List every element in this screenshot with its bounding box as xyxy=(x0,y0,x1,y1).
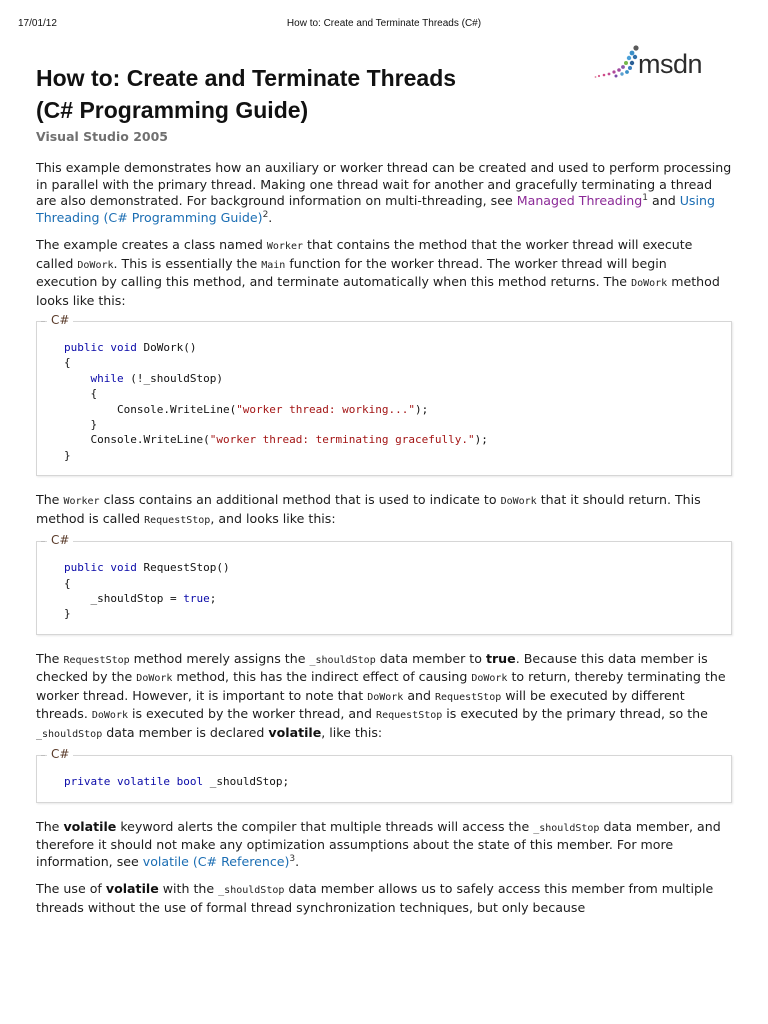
text: data member allows us to safely access this member from multiple threads without the use of formal thread synchronization techniques, but only because xyxy=(36,881,714,915)
code-text: DoWork() xyxy=(136,341,197,354)
code-string: "worker thread: working..." xyxy=(236,402,415,416)
text: is executed by the worker thread, and xyxy=(127,706,377,722)
bold-term: volatile xyxy=(105,881,159,897)
code-text: Console.WriteLine( xyxy=(64,433,210,447)
inline-code: _shouldStop xyxy=(309,654,376,666)
text: . Because this data member is checked by the xyxy=(36,650,708,685)
using-threading-link[interactable]: Using Threading (C# Programming Guide) xyxy=(36,193,715,225)
inline-code: RequestStop xyxy=(376,710,443,722)
code-text: ); xyxy=(474,433,488,447)
page-title-line2: (C# Programming Guide) xyxy=(36,97,309,123)
code-block-requeststop[interactable] xyxy=(36,533,732,635)
text: class contains an additional method that is used to indicate to xyxy=(99,492,501,508)
inline-code: Worker xyxy=(63,496,100,508)
code-keyword: while xyxy=(64,371,124,385)
inline-code: DoWork xyxy=(91,710,128,722)
code-language-label: C# xyxy=(47,313,73,327)
code-text: _shouldStop = xyxy=(64,592,184,606)
code-text: ; xyxy=(209,592,217,606)
code-text: _shouldStop; xyxy=(203,775,290,789)
worker-class-paragraph xyxy=(36,237,732,309)
intro-text: This example demonstrates how an auxiliary or worker thread can be created and used to perform processing in parallel with the primary thread. Making one thread wait for another and gracefully terminating a thread are also demonstrated. For background information on multi-threading, see xyxy=(36,160,732,208)
inline-code: DoWork xyxy=(631,278,668,289)
code-volatile-field xyxy=(64,774,719,789)
msdn-logo-text: msdn xyxy=(638,49,703,79)
code-text: RequestStop() xyxy=(136,561,230,575)
text: function for the worker thread. The worker thread will begin execution by calling this method, and terminate automatically when this method returns. The xyxy=(36,255,667,289)
code-line: } xyxy=(64,607,71,621)
code-line: } xyxy=(64,448,71,462)
inline-code: _shouldStop xyxy=(533,822,600,834)
code-requeststop xyxy=(64,560,719,622)
text: data member to xyxy=(375,650,486,666)
text: that contains the method that the worker thread will execute called xyxy=(36,237,693,271)
text: keyword alerts the compiler that multiple threads will access the xyxy=(116,818,534,834)
inline-code: DoWork xyxy=(77,259,114,271)
requeststop-intro-paragraph xyxy=(36,492,732,529)
code-text: (!_shouldStop) xyxy=(123,371,223,385)
text: The xyxy=(36,492,64,508)
code-line: } xyxy=(64,418,98,432)
volatile-explanation-paragraph xyxy=(36,651,732,744)
volatile-keyword-paragraph xyxy=(36,819,732,871)
code-dowork xyxy=(64,340,719,463)
text: data member, and therefore it should not make any optimization assumptions about the state of this member. For more information, see xyxy=(36,818,721,869)
bold-term: true xyxy=(485,650,516,666)
text: The example creates a class named xyxy=(36,237,267,252)
text: The xyxy=(36,650,64,666)
print-page-title: How to: Create and Terminate Threads (C#) xyxy=(286,18,482,29)
text: to return, thereby terminating the worker thread. However, it is important to note that xyxy=(36,669,726,703)
code-language-label: C# xyxy=(47,533,73,547)
inline-code: DoWork xyxy=(471,673,508,685)
code-language-label: C# xyxy=(47,747,73,761)
page-title-line1: How to: Create and Terminate Threads xyxy=(36,65,457,91)
text: , like this: xyxy=(321,724,383,740)
inline-code: RequestStop xyxy=(144,514,211,526)
volatile-usage-paragraph xyxy=(36,881,732,916)
inline-code: _shouldStop xyxy=(36,728,103,740)
code-text: Console.WriteLine( xyxy=(64,402,237,416)
code-keyword: private volatile bool xyxy=(64,775,204,789)
inline-code: DoWork xyxy=(367,691,404,703)
text: data member is declared xyxy=(102,724,269,740)
code-keyword: true xyxy=(183,592,210,606)
print-header xyxy=(18,18,750,34)
page-title xyxy=(36,62,732,126)
code-keyword: public void xyxy=(64,561,137,575)
intro-and: and xyxy=(648,193,680,208)
text: The xyxy=(36,818,64,834)
text: with the xyxy=(158,881,219,897)
text: method looks like this: xyxy=(36,274,720,308)
footnote-2: 2 xyxy=(262,209,269,220)
inline-code: RequestStop xyxy=(63,654,130,666)
code-block-volatile-field[interactable] xyxy=(36,747,732,802)
code-keyword: public void xyxy=(64,341,137,354)
intro-paragraph xyxy=(36,160,732,226)
code-line: { xyxy=(64,356,71,370)
text: method, this has the indirect effect of causing xyxy=(172,669,472,685)
inline-code: DoWork xyxy=(136,673,173,685)
text: method merely assigns the xyxy=(129,650,310,666)
volatile-reference-link[interactable]: volatile (C# Reference) xyxy=(142,853,290,869)
text: , and looks like this: xyxy=(210,510,336,526)
footnote-1: 1 xyxy=(642,192,649,203)
bold-term: volatile xyxy=(63,818,117,834)
footnote-3: 3 xyxy=(289,853,296,864)
code-line: { xyxy=(64,387,98,401)
article xyxy=(36,62,732,916)
text: will be executed by different threads. xyxy=(36,687,685,722)
text: that it should return. This method is called xyxy=(36,492,701,526)
inline-code: DoWork xyxy=(500,496,537,508)
text: . xyxy=(295,853,300,869)
code-string: "worker thread: terminating gracefully." xyxy=(209,433,475,447)
code-line: { xyxy=(64,576,71,590)
print-date: 17/01/12 xyxy=(18,18,57,29)
bold-term: volatile xyxy=(268,724,322,740)
code-block-dowork[interactable] xyxy=(36,313,732,476)
text: is executed by the primary thread, so the xyxy=(442,706,708,722)
text: and xyxy=(403,687,436,703)
inline-code: _shouldStop xyxy=(218,885,285,897)
inline-code: RequestStop xyxy=(435,691,502,703)
code-text: ); xyxy=(415,402,429,416)
inline-code: Main xyxy=(261,259,286,271)
managed-threading-link[interactable]: Managed Threading xyxy=(516,193,643,208)
product-version: Visual Studio 2005 xyxy=(36,129,168,144)
text: The use of xyxy=(36,881,106,897)
intro-end: . xyxy=(268,209,273,225)
text: . This is essentially the xyxy=(113,255,262,271)
inline-code: Worker xyxy=(266,241,303,252)
